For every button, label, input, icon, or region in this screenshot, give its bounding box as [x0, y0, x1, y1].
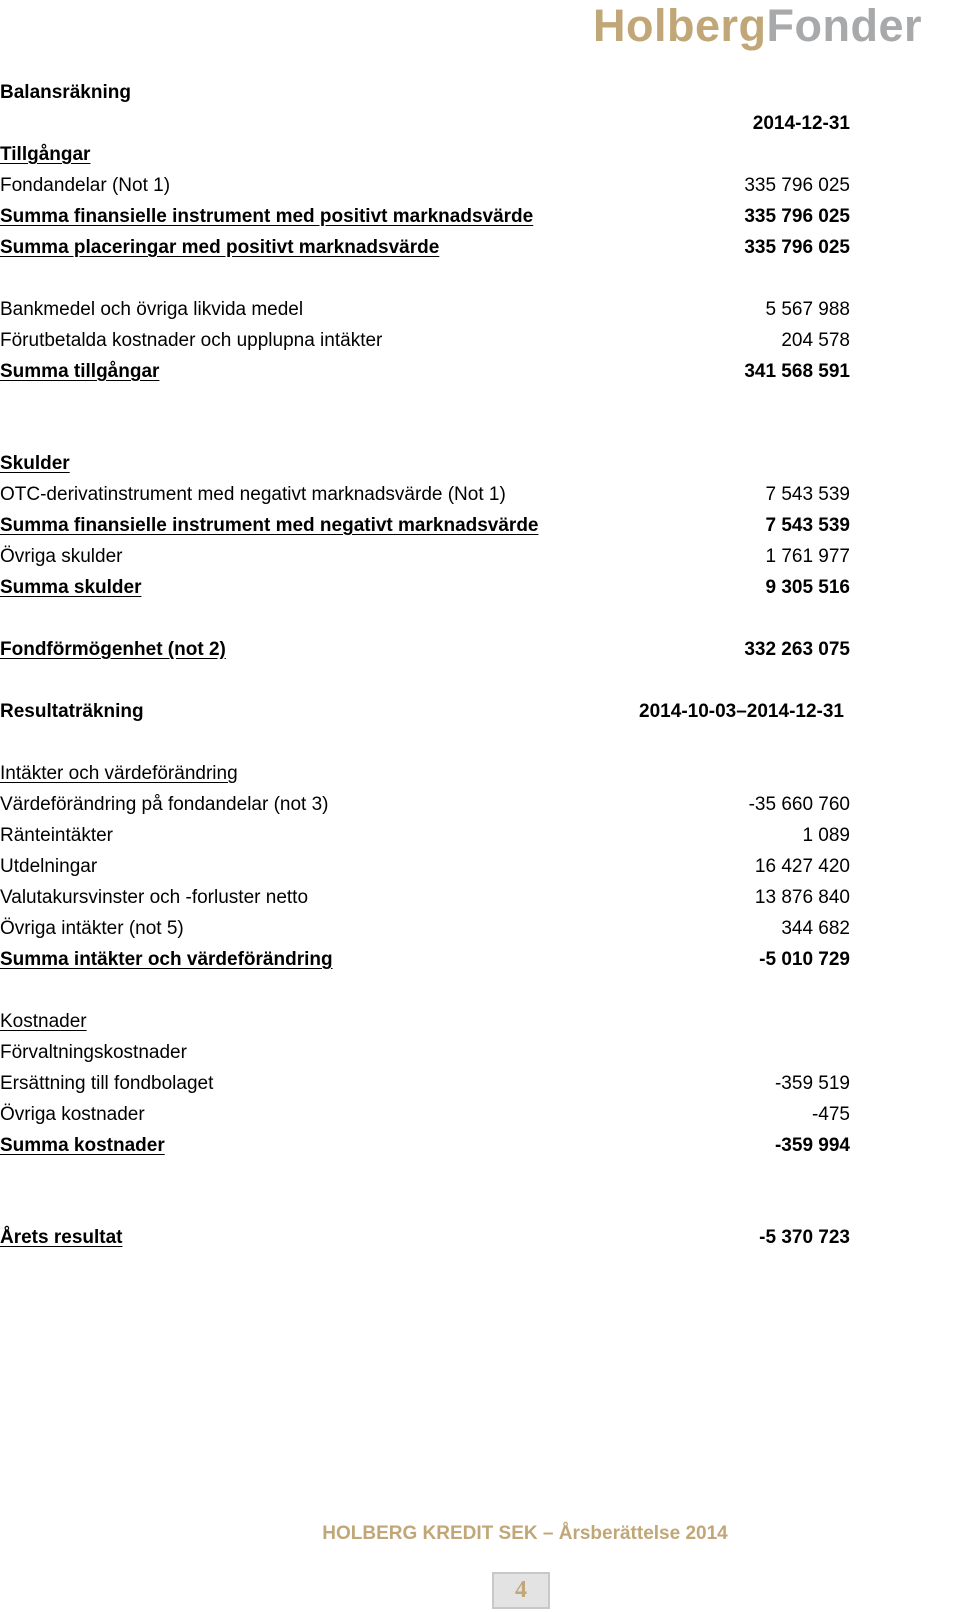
value-change-value: -35 660 760 — [748, 794, 850, 815]
sum-plac-label: Summa placeringar med positivt marknadsvärde — [0, 237, 440, 258]
sum-fin-neg-row — [0, 513, 850, 539]
sum-income-value: -5 010 729 — [759, 949, 850, 970]
liabilities-heading: Skulder — [0, 453, 70, 474]
sum-plac-value: 335 796 025 — [744, 237, 850, 258]
income-title: Resultaträkning — [0, 701, 144, 722]
fee-label: Ersättning till fondbolaget — [0, 1073, 214, 1094]
other-liab-value: 1 761 977 — [765, 546, 850, 567]
interest-row — [0, 823, 850, 849]
fx-value: 13 876 840 — [754, 887, 850, 908]
sum-income-row — [0, 947, 850, 973]
liabilities-heading-row — [0, 451, 850, 477]
sum-liab-label: Summa skulder — [0, 577, 142, 598]
fondandelar-value: 335 796 025 — [744, 175, 850, 196]
other-income-value: 344 682 — [781, 918, 850, 939]
prepaid-value: 204 578 — [781, 330, 850, 351]
bank-value: 5 567 988 — [765, 299, 850, 320]
otc-value: 7 543 539 — [765, 484, 850, 505]
fee-row — [0, 1071, 850, 1097]
sum-costs-row — [0, 1133, 850, 1159]
page-number: 4 — [492, 1572, 550, 1609]
sum-liab-row — [0, 575, 850, 601]
sum-liab-value: 9 305 516 — [765, 577, 850, 598]
sum-fin-pos-label: Summa finansielle instrument med positivt marknadsvärde — [0, 206, 534, 227]
other-costs-label: Övriga kostnader — [0, 1104, 145, 1125]
balance-title-row — [0, 80, 850, 106]
sum-assets-row — [0, 359, 850, 385]
balance-date: 2014-12-31 — [752, 113, 850, 134]
interest-value: 1 089 — [802, 825, 850, 846]
other-income-row — [0, 916, 850, 942]
fx-row — [0, 885, 850, 911]
sum-costs-value: -359 994 — [774, 1135, 850, 1156]
prepaid-row — [0, 328, 850, 354]
otc-row — [0, 482, 850, 508]
fondandelar-label: Fondandelar (Not 1) — [0, 175, 171, 196]
logo-part-fonder: Fonder — [766, 0, 922, 51]
bank-row — [0, 297, 850, 323]
income-heading: Intäkter och värdeförändring — [0, 763, 238, 784]
bank-label: Bankmedel och övriga likvida medel — [0, 299, 304, 320]
dividends-row — [0, 854, 850, 880]
sum-assets-value: 341 568 591 — [744, 361, 850, 382]
costs-heading: Kostnader — [0, 1011, 87, 1032]
income-period: 2014-10-03–2014-12-31 — [639, 701, 844, 722]
balance-title: Balansräkning — [0, 82, 131, 103]
income-title-row — [0, 699, 850, 725]
costs-heading-row — [0, 1009, 850, 1035]
logo-part-holberg: Holberg — [592, 0, 767, 51]
sum-income-label: Summa intäkter och värdeförändring — [0, 949, 333, 970]
result-row — [0, 1225, 850, 1251]
other-liab-row — [0, 544, 850, 570]
income-heading-row — [0, 761, 850, 787]
holberg-fonder-logo — [593, 0, 922, 52]
balance-date-row — [0, 111, 850, 137]
other-costs-row — [0, 1102, 850, 1128]
nav-value: 332 263 075 — [744, 639, 850, 660]
mgmt-row — [0, 1040, 850, 1066]
fx-label: Valutakursvinster och -forluster netto — [0, 887, 309, 908]
sum-fin-neg-label: Summa finansielle instrument med negativt marknadsvärde — [0, 515, 539, 536]
dividends-value: 16 427 420 — [754, 856, 850, 877]
sum-fin-pos-value: 335 796 025 — [744, 206, 850, 227]
other-costs-value: -475 — [811, 1104, 850, 1125]
footer-title: HOLBERG KREDIT SEK – Årsberättelse 2014 — [322, 1523, 728, 1544]
fondandelar-row — [0, 173, 850, 199]
other-liab-label: Övriga skulder — [0, 546, 123, 567]
interest-label: Ränteintäkter — [0, 825, 114, 846]
sum-costs-label: Summa kostnader — [0, 1135, 165, 1156]
assets-heading-row — [0, 142, 850, 168]
fee-value: -359 519 — [774, 1073, 850, 1094]
value-change-row — [0, 792, 850, 818]
nav-label: Fondförmögenhet (not 2) — [0, 639, 226, 660]
sum-fin-pos-row — [0, 204, 850, 230]
sum-fin-neg-value: 7 543 539 — [765, 515, 850, 536]
sum-assets-label: Summa tillgångar — [0, 361, 160, 382]
nav-row — [0, 637, 850, 663]
prepaid-label: Förutbetalda kostnader och upplupna intäkter — [0, 330, 383, 351]
mgmt-label: Förvaltningskostnader — [0, 1042, 187, 1063]
otc-label: OTC-derivatinstrument med negativt marknadsvärde (Not 1) — [0, 484, 506, 505]
dividends-label: Utdelningar — [0, 856, 98, 877]
value-change-label: Värdeförändring på fondandelar (not 3) — [0, 794, 329, 815]
result-label: Årets resultat — [0, 1227, 123, 1248]
other-income-label: Övriga intäkter (not 5) — [0, 918, 184, 939]
assets-heading: Tillgångar — [0, 144, 91, 165]
result-value: -5 370 723 — [759, 1227, 850, 1248]
sum-plac-row — [0, 235, 850, 261]
